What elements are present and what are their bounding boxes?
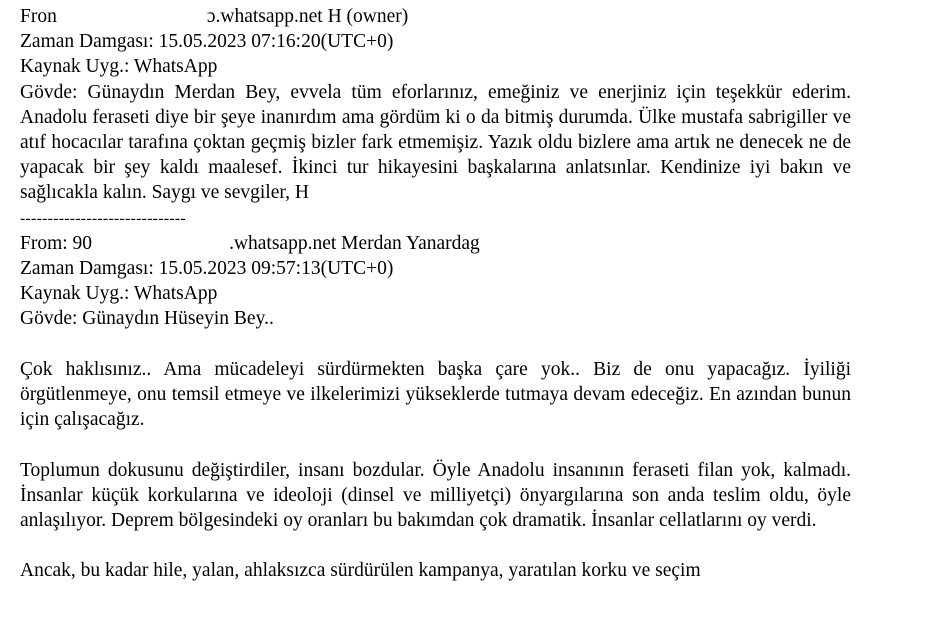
message-2-paragraph-3: Ancak, bu kadar hile, yalan, ahlaksızca sürdürülen kampanya, yaratılan korku ve seçim xyxy=(20,560,701,582)
message-1-body: Gövde: Günaydın Merdan Bey, evvela tüm eforlarınız, emeğiniz ve enerjiniz için teşekkür ederim. Anadolu feraseti diye bir şeye inanırdım ama gördüm ki o da bitmiş durumda. Ülke mustafa sabrigiller ve atıf hocacılar tarafına çoktan geçmiş bizler fark etmemişiz. Yazık oldu bizlere ama artık ne denecek ne de yapacak bir şey kaldı maalesef. İkinci tur hikayesini başkalarına anlatsınlar. Kendinize iyi bakın ve sağlıcakla kalın. Saygı ve sevgiler, H xyxy=(20,81,851,204)
message-2-paragraph-1: Çok haklısınız.. Ama mücadeleyi sürdürmekten başka çare yok.. Biz de onu yapacağız. İyiliği örgütlenmeye, onu temsil etmeye ve ilkelerimizi yükseklerde tutmaya devam edeceğiz. En azından bunun için çalışacağız. xyxy=(20,358,851,431)
message-separator: ------------------------------ xyxy=(20,209,186,227)
message-2-body-intro: Gövde: Günaydın Hüseyin Bey.. xyxy=(20,308,274,330)
message-2-timestamp: Zaman Damgası: 15.05.2023 09:57:13(UTC+0) xyxy=(20,257,394,279)
message-2 xyxy=(20,231,851,584)
message-1-from-prefix: Fron xyxy=(20,6,57,27)
message-2-from-prefix: From: 90 xyxy=(20,232,93,254)
message-1-timestamp: Zaman Damgası: 15.05.2023 07:16:20(UTC+0) xyxy=(20,31,394,53)
message-2-from-suffix: .whatsapp.net Merdan Yanardag xyxy=(229,232,480,254)
message-export-document xyxy=(20,4,851,583)
message-1-source-app: Kaynak Uyg.: WhatsApp xyxy=(20,56,218,78)
message-2-from xyxy=(20,231,851,256)
message-1-from-suffix: ɔ.whatsapp.net H (owner) xyxy=(206,6,409,27)
message-2-source-app: Kaynak Uyg.: WhatsApp xyxy=(20,283,218,305)
paragraph-gap xyxy=(20,533,851,558)
paragraph-gap xyxy=(20,332,851,357)
message-1 xyxy=(20,4,851,206)
message-1-from xyxy=(20,4,851,29)
paragraph-gap xyxy=(20,432,851,457)
message-2-paragraph-2: Toplumun dokusunu değiştirdiler, insanı bozdular. Öyle Anadolu insanının feraseti filan yok, kalmadı. İnsanlar küçük korkularına ve ideoloji (dinsel ve milliyetçi) önyargılarına son anda teslim oldu, öyle anlaşılıyor. Deprem bölgesindeki oy oranları bu bakımdan çok dramatik. İnsanlar cellatlarını oy verdi. xyxy=(20,459,851,531)
